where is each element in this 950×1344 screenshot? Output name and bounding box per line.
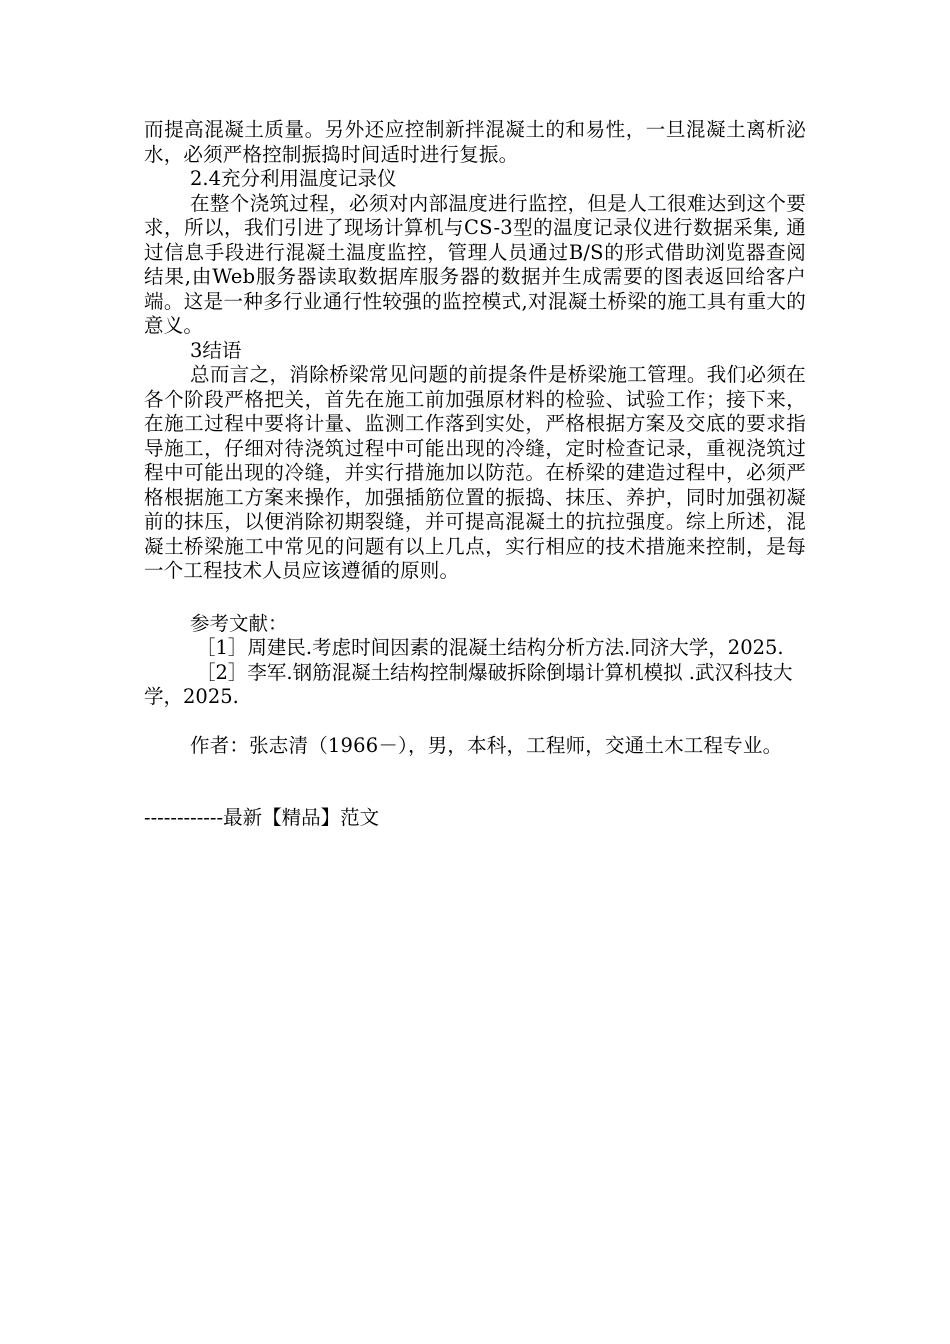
document-page [144, 118, 806, 831]
reference-item-2: ［2］李军.钢筋混凝土结构控制爆破拆除倒塌计算机模拟 .武汉科技大学，2025. [144, 660, 793, 708]
references-heading: 参考文献： [190, 611, 288, 635]
intro-paragraph: 而提高混凝土质量。另外还应控制新拌混凝土的和易性，一旦混凝土离析泌水，必须严格控制振捣时间适时进行复振。 [144, 118, 806, 166]
section-heading-3: 3结语 [190, 338, 242, 362]
spacer [144, 758, 806, 806]
section-body-2-4: 在整个浇筑过程，必须对内部温度进行监控，但是人工很难达到这个要求，所以，我们引进了现场计算机与CS-3型的温度记录仪进行数据采集, 通过信息手段进行混凝土温度监控，管理人员通过B/S的形式借助浏览器查阅结果,由Web服务器读取数据库服务器的数据并生成需要的图表返回给客户端。这是一种多行业通行性较强的监控模式,对混凝土桥梁的施工具有重大的意义。 [144, 191, 806, 337]
section-heading-2-4: 2.4充分利用温度记录仪 [190, 167, 397, 190]
author-note: 作者：张志清（1966－），男，本科，工程师，交通土木工程专业。 [190, 733, 783, 757]
footer-text: ------------最新【精品】范文 [144, 806, 380, 829]
spacer [144, 584, 806, 612]
section-body-3: 总而言之，消除桥梁常见问题的前提条件是桥梁施工管理。我们必须在各个阶段严格把关，首先在施工前加强原材料的检验、试验工作；接下来，在施工过程中要将计量、监测工作落到实处，严格根据方案及交底的要求指导施工，仔细对待浇筑过程中可能出现的冷缝，定时检查记录，重视浇筑过程中可能出现的冷缝，并实行措施加以防范。在桥梁的建造过程中，必须严格根据施工方案来操作，加强插筋位置的振捣、抹压、养护，同时加强初凝前的抹压，以便消除初期裂缝，并可提高混凝土的抗拉强度。综上所述，混凝土桥梁施工中常见的问题有以上几点，实行相应的技术措施来控制，是每一个工程技术人员应该遵循的原则。 [144, 363, 806, 582]
reference-item-1: ［1］周建民.考虑时间因素的混凝土结构分析方法.同济大学，2025. [196, 636, 784, 659]
spacer [144, 710, 806, 734]
